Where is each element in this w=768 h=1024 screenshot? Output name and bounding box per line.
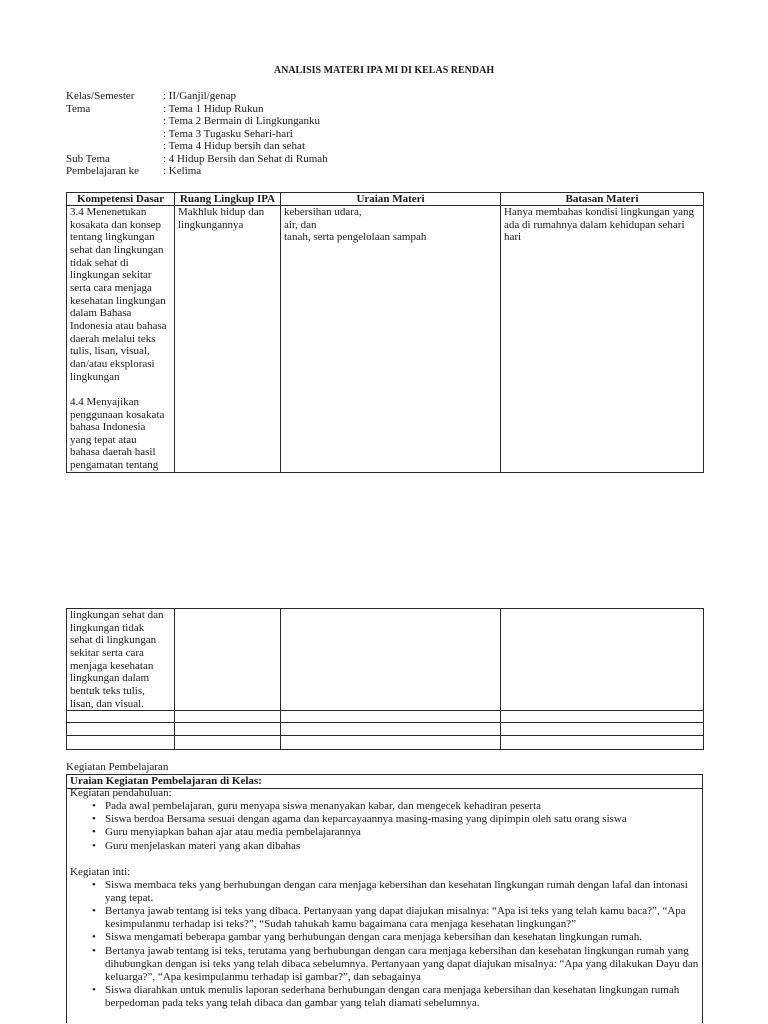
kegiatan-pembelajaran-label: Kegiatan Pembelajaran — [66, 761, 169, 773]
info-value: : II/Ganjil/genap — [163, 90, 237, 102]
info-row-sub-tema — [66, 153, 328, 166]
pendahuluan-heading: Kegiatan pendahuluan: — [70, 787, 172, 799]
header-ruang-lingkup-ipa: Ruang Lingkup IPA — [175, 193, 281, 206]
info-value: : 4 Hidup Bersih dan Sehat di Rumah — [163, 152, 328, 165]
inti-heading: Kegiatan inti: — [70, 865, 131, 878]
inti-item: • Bertanya jawab tentang isi teks, terutama yang berhubungan dengan cara menjaga kebersihan dan kesehatan lingkungan rumah yang dihubungkan dengan isi teks yang telah dibaca sebelumnya. Pertanyaan yang dapat diajukan misalnya: “Apa yang dilakukan Dayu dan keluarga?”, “Apa kesimpulanmu terhadap isi gambar?”, dan sebagainya — [105, 945, 699, 984]
empty-cell — [281, 711, 501, 723]
info-label: Tema — [66, 102, 91, 115]
empty-cell — [501, 711, 704, 723]
header-uraian-materi: Uraian Materi — [281, 193, 501, 206]
info-row-pembelajaran — [66, 165, 328, 178]
table-row-empty — [67, 711, 704, 723]
document-title: ANALISIS MATERI IPA MI DI KELAS RENDAH — [273, 65, 495, 76]
inti-item: • Siswa mengamati beberapa gambar yang berhubungan dengan cara menjaga kebersihan dan kesehatan lingkungan rumah. — [105, 931, 699, 944]
pendahuluan-item: • Pada awal pembelajaran, guru menyapa siswa menanyakan kabar, dan mengecek kehadiran peserta — [105, 800, 699, 813]
empty-cell — [175, 711, 281, 723]
info-label: Kelas/Semester — [66, 90, 135, 102]
pendahuluan-item: • Guru menyiapkan bahan ajar atau media pembelajarannya — [105, 826, 699, 839]
empty-cell — [501, 609, 704, 711]
inti-item: • Siswa diarahkan untuk menulis laporan sederhana berhubungan dengan cara menjaga kebersihan dan kesehatan lingkungan rumah berpedoman pada teks yang telah dibaca dan gambar yang telah diamati sebelumnya. — [105, 984, 699, 1010]
info-row-kelas-semester — [66, 90, 328, 103]
table-row — [67, 206, 704, 473]
kegiatan-box — [66, 774, 703, 1023]
info-value: : Tema 4 Hidup bersih dan sehat — [163, 140, 305, 152]
cell-batasan-materi: Hanya membahas kondisi lingkungan yang ada di rumahnya dalam kehidupan sehari hari — [501, 206, 704, 473]
empty-cell — [175, 723, 281, 736]
empty-cell — [175, 609, 281, 711]
cell-kompetensi-dasar-continued: lingkungan sehat dan lingkungan tidak sehat di lingkungan sekitar serta cara menjaga kesehatan lingkungan dalam bentuk teks tulis, lisan, dan visual. — [67, 609, 175, 711]
materi-table-continued — [66, 608, 704, 750]
kegiatan-box-content — [67, 787, 702, 1010]
cell-ruang-lingkup-ipa: Makhluk hidup dan lingkungannya — [175, 206, 281, 473]
info-value: : Tema 1 Hidup Rukun — [163, 102, 264, 115]
empty-cell — [501, 723, 704, 736]
info-value: : Tema 3 Tugasku Sehari-hari — [163, 127, 293, 140]
cell-uraian-materi: kebersihan udara, air, dan tanah, serta pengelolaan sampah — [281, 206, 501, 473]
table-row-empty — [67, 723, 704, 736]
kegiatan-box-title: Uraian Kegiatan Pembelajaran di Kelas: — [67, 775, 702, 789]
info-label: Pembelajaran ke — [66, 165, 139, 177]
pendahuluan-item: • Siswa berdoa Bersama sesuai dengan agama dan keparcayaannya masing-masing yang dipimpin oleh satu orang siswa — [105, 813, 699, 826]
info-row-tema-2 — [66, 115, 328, 128]
pendahuluan-item: • Guru menjelaskan materi yang akan dibahas — [105, 840, 699, 853]
info-value: : Kelima — [163, 165, 202, 177]
info-value: : Tema 2 Bermain di Lingkunganku — [163, 115, 320, 127]
empty-cell — [67, 723, 175, 736]
empty-cell — [281, 736, 501, 750]
cell-kompetensi-dasar: 3.4 Menenetukan kosakata dan konsep tentang lingkungan sehat dan lingkungan tidak sehat di lingkungan sekitar serta cara menjaga kesehatan lingkungan dalam Bahasa Indonesia atau bahasa daerah melalui teks tulis, lisan, visual, dan/atau eksplorasi lingkungan 4.4 Menyajikan penggunaan kosakata bahasa Indonesia yang tepat atau bahasa daerah hasil pengamatan tentang — [67, 206, 175, 473]
materi-table — [66, 192, 704, 473]
info-row-tema-4 — [66, 140, 328, 153]
empty-cell — [175, 736, 281, 750]
info-row-tema — [66, 103, 328, 116]
info-row-tema-3 — [66, 128, 328, 141]
info-label: Sub Tema — [66, 152, 110, 165]
info-block — [66, 90, 328, 178]
empty-cell — [67, 736, 175, 750]
header-kompetensi-dasar: Kompetensi Dasar — [67, 193, 175, 206]
empty-cell — [501, 736, 704, 750]
header-batasan-materi: Batasan Materi — [501, 193, 704, 206]
empty-cell — [67, 711, 175, 723]
table-header-row — [67, 193, 704, 206]
table-row-empty — [67, 736, 704, 750]
inti-item: • Siswa membaca teks yang berhubungan dengan cara menjaga kebersihan dan kesehatan lingkungan rumah dengan lafal dan intonasi yang tepat. — [105, 879, 699, 905]
pendahuluan-list — [105, 800, 699, 853]
empty-cell — [281, 723, 501, 736]
inti-list — [105, 879, 699, 1010]
table-row — [67, 609, 704, 711]
inti-item: • Bertanya jawab tentang isi teks yang dibaca. Pertanyaan yang dapat diajukan misalnya: “Apa isi teks yang telah kamu baca?”, “Apa kesimpulanmu terhadap isi teks?”, “Sudah tahukah kamu bagaimana cara menjaga kesehatan lingkungan?” — [105, 905, 699, 931]
empty-cell — [281, 609, 501, 711]
